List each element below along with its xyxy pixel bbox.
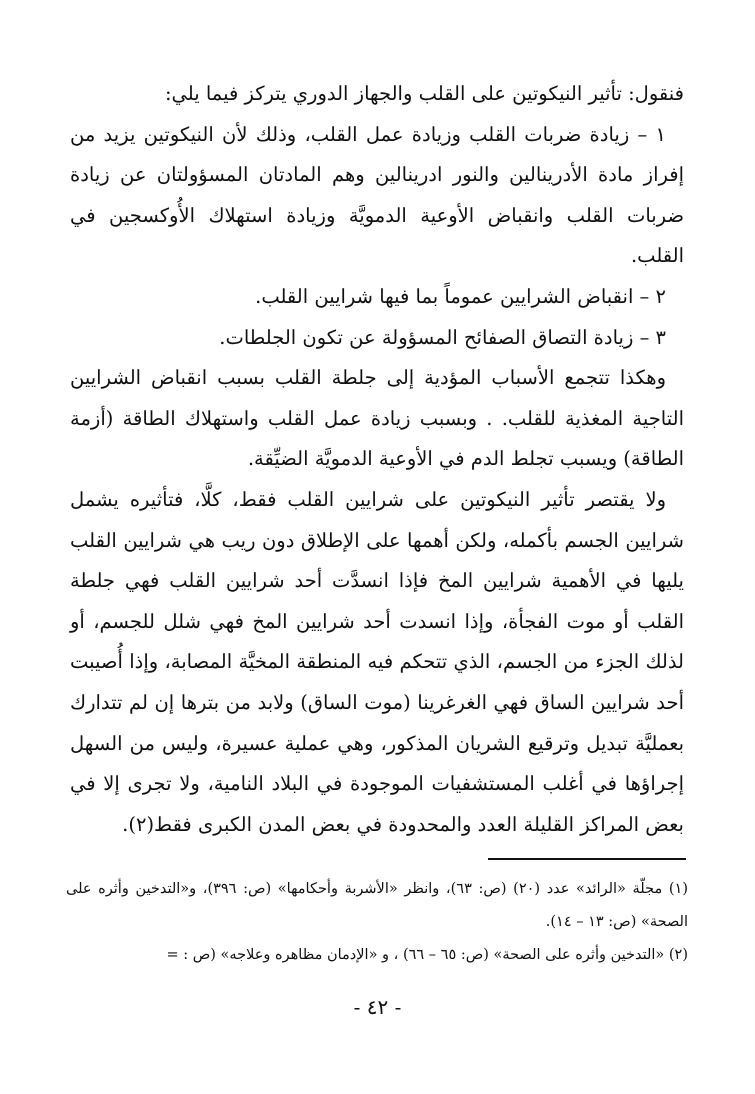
point-3: ٣ – زيادة التصاق الصفائح المسؤولة عن تكون الجلطات. — [219, 325, 666, 349]
footnotes — [66, 873, 688, 972]
arteries-paragraph: ولا يقتصر تأثير النيكوتين على شرايين القلب فقط، كلَّا، فتأثيره يشمل شرايين الجسم بأكمله، ولكن أهمها على الإطلاق دون ريب هي شرايين القلب يليها في الأهمية شرايين المخ فإذا انسدَّت أحد شرايين القلب فهي جلطة القلب أو موت الفجأة، وإذا انسدت أحد شرايين المخ فهي شلل للجسم، أو لذلك الجزء من الجسم، الذي تتحكم فيه المنطقة المخيَّة المصابة، وإذا أُصيبت أحد شرايين الساق فهي الغرغرينا (موت الساق) ولابد من بترها إن لم تتدارك بعمليَّة تبديل وترقيع الشريان المذكور، وهي عملية عسيرة، وليس من السهل إجراؤها في أغلب المستشفيات الموجودة في البلاد النامية، ولا تجرى إلا في بعض المراكز القليلة العدد والمحدودة في بعض المدن الكبرى فقط(٢). — [70, 487, 684, 836]
main-text — [70, 74, 684, 845]
point-1: ١ – زيادة ضربات القلب وزيادة عمل القلب، وذلك لأن النيكوتين يزيد من إفراز مادة الأدرينالين والنور ادرينالين وهم المادتان المسؤولتان عن زيادة ضربات القلب وانقباض الأوعية الدمويَّة وزيادة استهلاك الأُوكسجين في القلب. — [70, 122, 684, 268]
footnote-divider — [488, 858, 686, 860]
intro-line: فنقول: تأثير النيكوتين على القلب والجهاز الدوري يتركز فيما يلي: — [164, 82, 684, 105]
footnote-1: (١) مجلّة «الرائد» عدد (٢٠) (ص: ٦٣)، وانظر «الأشربة وأحكامها» (ص: ٣٩٦)، و«التدخين وأثره على الصحة» (ص: ١٣ – ١٤). — [66, 881, 688, 930]
page-number: - ٤٢ - — [353, 995, 402, 1019]
footnote-2: (٢) «التدخين وأثره على الصحة» (ص: ٦٥ – ٦٦) ، و «الإدمان مظاهره وعلاجه» (ص : = — [166, 947, 688, 963]
summary-paragraph: وهكذا تتجمع الأسباب المؤدية إلى جلطة القلب بسبب انقباض الشرايين التاجية المغذية للقلب. . وبسبب زيادة عمل القلب واستهلاك الطاقة (أزمة الطاقة) ويسبب تجلط الدم في الأوعية الدمويَّة الضيِّقة. — [70, 366, 684, 471]
point-2: ٢ – انقباض الشرايين عموماً بما فيها شرايين القلب. — [255, 284, 666, 308]
